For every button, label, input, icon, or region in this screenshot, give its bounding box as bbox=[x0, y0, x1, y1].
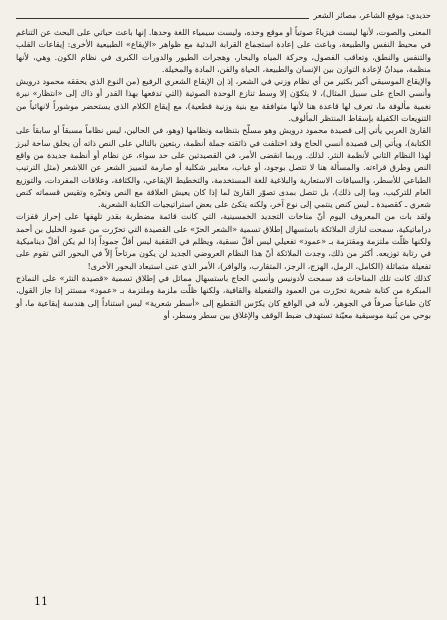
body-text bbox=[16, 27, 431, 322]
paragraph: المعنى والصوت، لأنها ليست فيزياءً صوتياً أو موقع وحده، وليست سيمياء اللغة وحدها. إنها باعث حياتي على البحث عن التناغم في محيط النفس والطبيعة، وباعث على إعادة استجماع القرابة البدئية مع ظواهر «الإيقاع» الطبيعية الأخرى: إيقاعات القلب والتنفس والنطق، وتعاقب الفصول، وحركة المياه والبحار، وهجرات الطيور والدورات الكبرى في نظام الكون. وهي، لأنها منظمة، ميدانٌ لإعادة التوازن بين الإنسان والطبيعة، الحياة والفن، المادة والمخيلة. bbox=[16, 28, 431, 74]
header-rule bbox=[16, 18, 309, 19]
running-header bbox=[16, 9, 431, 21]
running-header-title: حديدي: موقع الشاعر، مصائر الشعر bbox=[313, 11, 431, 20]
paragraph: كذلك كانت تلك المناخات قد سمحت لأدونيس وأنسي الحاج باستسهال مماثل في إطلاق تسمية «قصيدة النثر» على النماذج المبكرة من كتابة شعرية تحرّرت من العمود والتفعيلة والقافية، ولكنها ظلّت ملزمة وملتزمة بـ «عمود» مستتر إذا جاز القول، كان طباعياً صرفاً في الجوهر، لأنه في الواقع كان يكرّس التقطيع إلى «أسطر شعرية» ليس استناداً إلى هندسة إيقاعية ما، أو بوحي من بُنية موسيقية معيّنة تستهدف ضبط الوقف والإغلاق بين سطر وسطر، أو bbox=[16, 273, 431, 320]
page-number: 11 bbox=[34, 595, 48, 608]
paragraph: ولقد بات من المعروف اليوم أنّ مناخات التجديد الخمسينية، التي كانت قائمة مضطربة بقدر تلهفها على إحراز قفزات دراماتيكية، سمحت لنازك الملائكة باستسهال إطلاق تسمية «الشعر الحرّ» على القصيدة التي تحرّرت من عمود الخليل بن أحمد ولكنها ظلّت ملتزمة ومقتزمة بـ «عمود» تفعيلي ليس أقلّ نسقية، ويظلم في التقفية ليس أقلّ جموداً إذا لم يكن أقلّ ديناميكية في رتابة توزيعه. أكثر من ذلك، وجدت الملائكة أنّ هذا النظام العروضي الجديد لن يكون مرتاحاً إلاّ في البحور التي تقوم على تفعيلة متماثلة (الكامل، الرمل، الهزج، الرجز، المتقارب، والوافر)، الأمر الذي عنى استبعاد البحور الأخرى! bbox=[16, 212, 431, 271]
paragraph: والإيقاع الموسيقي أكبر بكثير من أي نظام وزني في الشعر، إذ إن الإيقاع الشعري الرفيع (من النوع الذي يحققه محمود درويش وأنسي الحاج على سبيل المثال)، لا يتكوّن إلا وسط تنازع الوحدة الصوتية (التي تدفعها بهذا القدر أو ذاك إلى «انتظار» نبرة نغمية مألوفة ما، تعرف لها قاعدة هنا لأنها متوافقة مع بنية وزنية قطعية)، مع إيقاع الكلام الذي يستحضر موشوراً لانهائياً من التنويعات الكفيلة بإسقاط المنتظر المألوف. bbox=[16, 77, 431, 124]
paragraph: القارئ العربي يأتي إلى قصيدة محمود درويش وهو مسلّح بتنظامه ونظامها (وهو، في الحالين، ليس نظاماً مسبقاً أو سابقاً على الكتابة)، ويأتي إلى قصيدة أنسي الحاج وقد اختلفت في ذائقته جملة أنظمة، ربتعين بالتالي على النص ذاته أن يخلق ساحة لبرز لهذا النظام الثاني لأنظمة النثر. لذلك. وربما انقضى الأمر، في القصيدتين على حد سواء، عن نظام أو أنظمة جديدة من واقع النص وطرق قراءته. والمسألة هنا لا تتصل بوجود، أو غياب، معايير شكلية أو صارمة لتمييز الشعر عن اللاشعر (مثل الترتيب الطباعي للأسطر، والسياقات الاستعارية والبلاغية للغة المستخدمة، والتخطيط الإيقاعي، والكثافة، وعلاقات المفردات، والتوزيع العام للتركيب، وما إلى ذلك)، بل تتصل بمدى تصوّر القارئ لما إذا كان يعيش العلاقة مع النص وتغيّره وتقيس قسماته كنص شعري ـ كقصيدة ـ ليس كنص ينتمي إلى نوع آخر، ولكنه يتكئ على بعض استراتيجيات الكتابة الشعرية. bbox=[16, 126, 431, 210]
